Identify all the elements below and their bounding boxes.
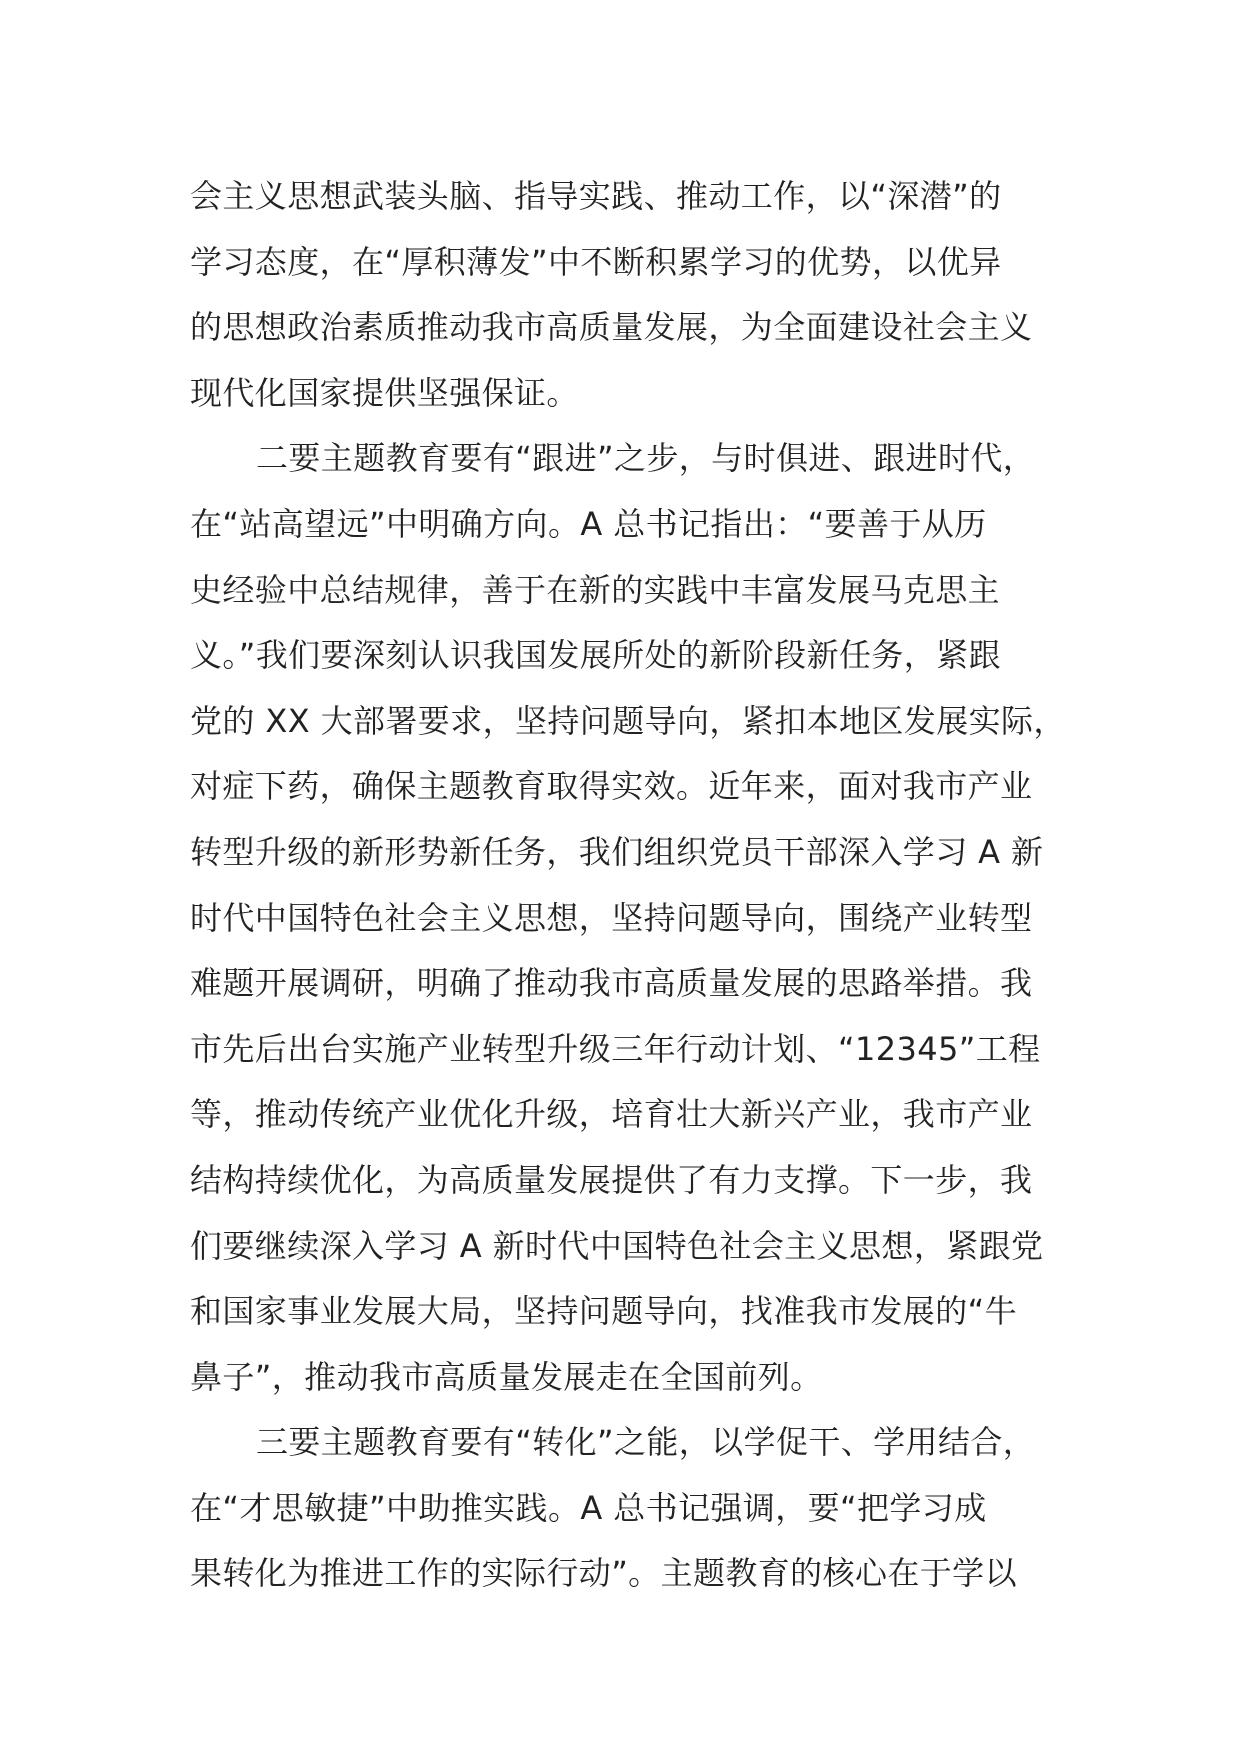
paragraph-2 <box>190 426 1070 1410</box>
text-line: 等，推动传统产业优化升级，培育壮大新兴产业，我市产业 <box>190 1095 1033 1134</box>
text-line: 转型升级的新形势新任务，我们组织党员干部深入学习 A 新 <box>190 832 1044 871</box>
text-line: 果转化为推进工作的实际行动”。主题教育的核心在于学以 <box>190 1554 1017 1593</box>
text-line: 党的 XX 大部署要求，坚持问题导向，紧扣本地区发展实际， <box>190 701 1066 740</box>
text-line: 在“才思敏捷”中助推实践。A 总书记强调，要“把学习成 <box>190 1488 987 1527</box>
text-line: 二要主题教育要有“跟进”之步，与时俱进、跟进时代， <box>256 439 1036 478</box>
text-line: 对症下药，确保主题教育取得实效。近年来，面对我市产业 <box>190 767 1033 806</box>
text-line: 时代中国特色社会主义思想，坚持问题导向，围绕产业转型 <box>190 898 1033 937</box>
paragraph-1 <box>190 164 1070 426</box>
text-line: 学习态度，在“厚积薄发”中不断积累学习的优势，以优异 <box>190 242 1002 281</box>
text-line: 现代化国家提供坚强保证。 <box>190 373 579 412</box>
text-line: 三要主题教育要有“转化”之能，以学促干、学用结合， <box>256 1423 1036 1462</box>
paragraph-3 <box>190 1410 1070 1607</box>
text-line: 的思想政治素质推动我市高质量发展，为全面建设社会主义 <box>190 308 1033 347</box>
text-line: 义。”我们要深刻认识我国发展所处的新阶段新任务，紧跟 <box>190 636 1001 675</box>
document-body <box>190 164 1070 1607</box>
text-line: 市先后出台实施产业转型升级三年行动计划、“12345”工程 <box>190 1029 1041 1068</box>
text-line: 和国家事业发展大局，坚持问题导向，找准我市发展的“牛 <box>190 1292 1017 1331</box>
text-line: 们要继续深入学习 A 新时代中国特色社会主义思想，紧跟党 <box>190 1226 1044 1265</box>
text-line: 结构持续优化，为高质量发展提供了有力支撑。下一步，我 <box>190 1160 1033 1199</box>
text-line: 难题开展调研，明确了推动我市高质量发展的思路举措。我 <box>190 964 1033 1003</box>
text-line: 在“站高望远”中明确方向。A 总书记指出：“要善于从历 <box>190 504 987 543</box>
text-line: 鼻子”，推动我市高质量发展走在全国前列。 <box>190 1357 823 1396</box>
text-line: 会主义思想武装头脑、指导实践、推动工作，以“深潜”的 <box>190 177 1002 215</box>
text-line: 史经验中总结规律，善于在新的实践中丰富发展马克思主 <box>190 570 1001 609</box>
